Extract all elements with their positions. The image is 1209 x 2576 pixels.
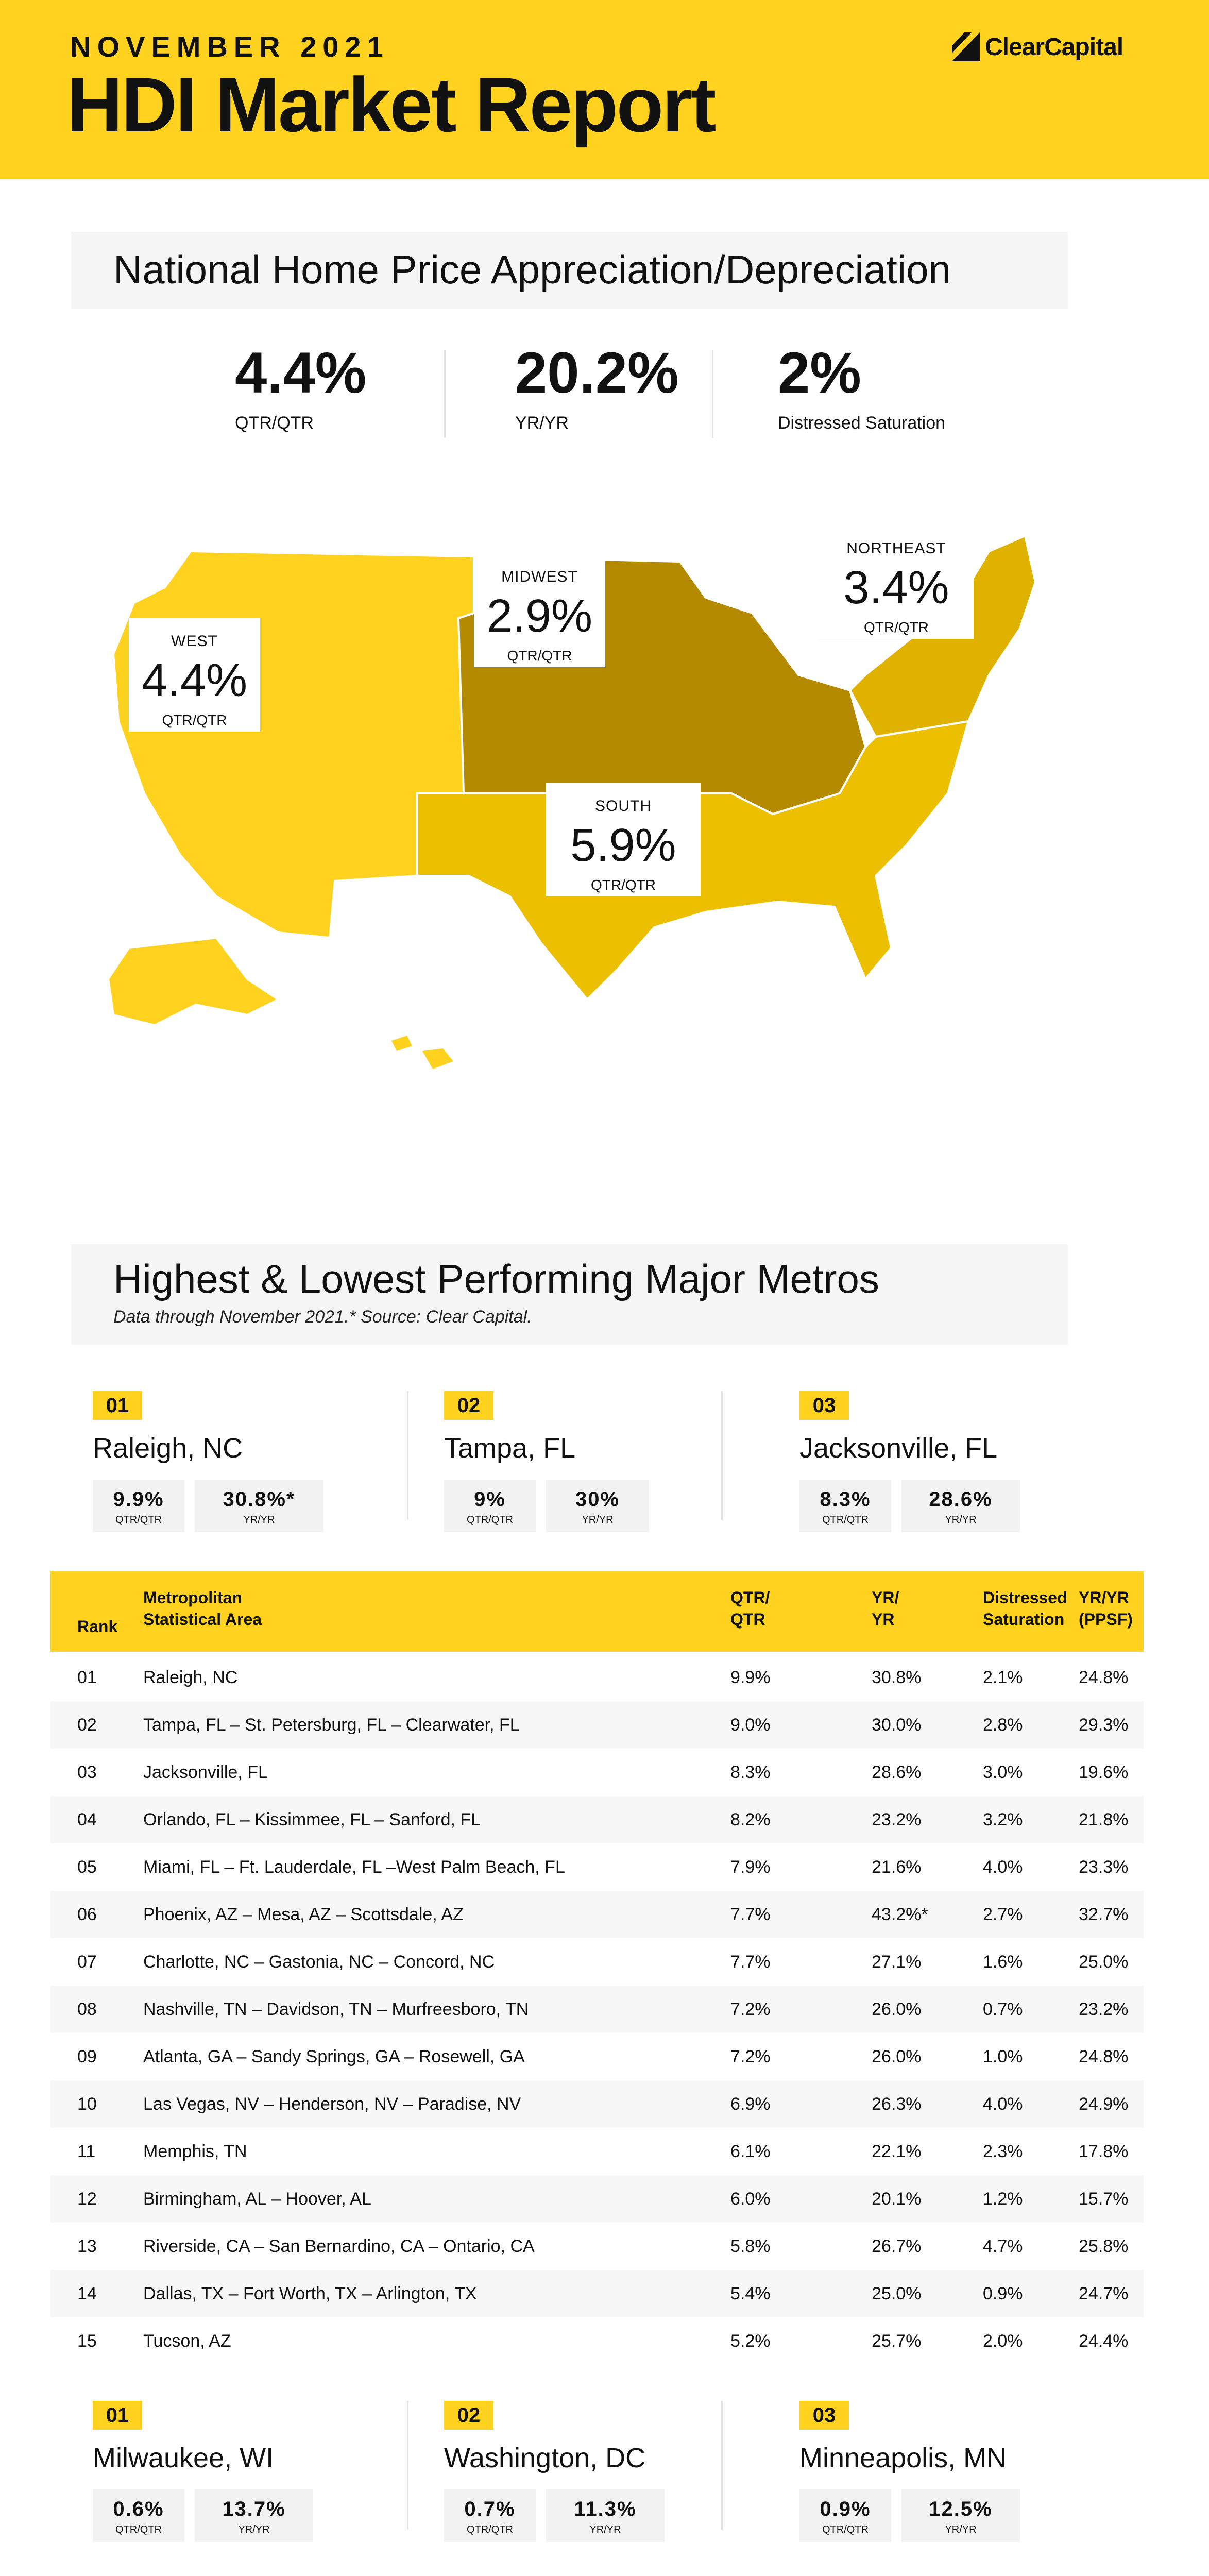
card-yr-pill — [546, 2489, 665, 2542]
cell-area: Raleigh, NC — [143, 1668, 238, 1687]
cell-qtr: 5.8% — [730, 2236, 771, 2256]
card-yr-pill — [195, 1480, 323, 1532]
cell-area: Nashville, TN – Davidson, TN – Murfreesboro, TN — [143, 1999, 529, 2019]
cell-ppsf: 32.7% — [1079, 1905, 1129, 1924]
card-yr-value: 11.3% — [574, 2498, 637, 2520]
col-qtr-header-2: QTR — [730, 1610, 765, 1629]
col-distressed-header: Distressed — [983, 1588, 1067, 1607]
cell-rank: 13 — [77, 2236, 97, 2256]
cell-yr: 21.6% — [872, 1857, 922, 1877]
col-ppsf-header: YR/YR — [1079, 1588, 1129, 1607]
stat-distressed-value: 2% — [778, 341, 861, 405]
cell-distressed: 2.7% — [983, 1905, 1023, 1924]
table-row — [50, 2033, 1144, 2080]
callout-midwest — [474, 554, 605, 667]
cell-rank: 12 — [77, 2189, 97, 2209]
cell-area: Riverside, CA – San Bernardino, CA – Ontario, CA — [143, 2236, 535, 2256]
clear-capital-logo-icon — [952, 32, 980, 61]
cell-yr: 28.6% — [872, 1762, 922, 1782]
cell-distressed: 2.3% — [983, 2142, 1023, 2161]
cell-qtr: 5.2% — [730, 2331, 771, 2351]
col-yr-header: YR/ — [872, 1588, 899, 1607]
card-yr-label: YR/YR — [589, 2524, 621, 2535]
cell-rank: 03 — [77, 1762, 97, 1782]
card-rank: 02 — [444, 2401, 493, 2430]
card-qtr-value: 8.3% — [820, 1488, 871, 1511]
col-ppsf-header-2: (PPSF) — [1079, 1610, 1133, 1629]
card-rank: 03 — [799, 1391, 849, 1420]
stat-qtr-label: QTR/QTR — [235, 413, 314, 433]
metros-title: Highest & Lowest Performing Major Metros — [113, 1256, 879, 1301]
cell-yr: 30.8% — [872, 1668, 922, 1687]
cell-distressed: 3.2% — [983, 1810, 1023, 1829]
card-qtr-value: 9% — [474, 1488, 506, 1511]
cell-rank: 05 — [77, 1857, 97, 1877]
card-qtr-label: QTR/QTR — [822, 1514, 869, 1526]
card-yr-label: YR/YR — [582, 1514, 614, 1526]
card-city: Tampa, FL — [444, 1433, 576, 1464]
cell-area: Atlanta, GA – Sandy Springs, GA – Rosewell, GA — [143, 2047, 525, 2066]
table-row — [50, 2270, 1144, 2317]
callout-northeast-name: NORTHEAST — [846, 540, 946, 557]
cell-distressed: 4.0% — [983, 1857, 1023, 1877]
cell-yr: 22.1% — [872, 2142, 922, 2161]
cell-qtr: 6.1% — [730, 2142, 771, 2161]
cell-distressed: 2.0% — [983, 2331, 1023, 2351]
map-region-west — [113, 551, 474, 938]
card-divider — [407, 2401, 408, 2530]
cell-rank: 15 — [77, 2331, 97, 2351]
cell-ppsf: 23.2% — [1079, 1999, 1129, 2019]
cell-ppsf: 23.3% — [1079, 1857, 1129, 1877]
metros-subtitle: Data through November 2021.* Source: Clear Capital. — [113, 1307, 532, 1327]
cell-area: Las Vegas, NV – Henderson, NV – Paradise, NV — [143, 2094, 521, 2114]
cell-ppsf: 15.7% — [1079, 2189, 1129, 2209]
cell-rank: 01 — [77, 1668, 97, 1687]
report-month: NOVEMBER 2021 — [70, 30, 389, 63]
card-qtr-value: 0.9% — [820, 2498, 871, 2520]
report-title: HDI Market Report — [67, 61, 715, 148]
cell-yr: 26.0% — [872, 2047, 922, 2066]
national-title: National Home Price Appreciation/Depreciation — [113, 247, 951, 292]
cell-qtr: 6.0% — [730, 2189, 771, 2209]
table-row — [50, 1891, 1144, 1938]
cell-area: Orlando, FL – Kissimmee, FL – Sanford, FL — [143, 1810, 481, 1829]
card-rank: 01 — [93, 1391, 142, 1420]
card-qtr-label: QTR/QTR — [467, 2524, 513, 2535]
cell-rank: 14 — [77, 2284, 97, 2303]
card-city: Minneapolis, MN — [799, 2443, 1007, 2473]
table-row — [50, 1701, 1144, 1749]
col-rank-header: Rank — [77, 1617, 118, 1636]
cell-area: Jacksonville, FL — [143, 1762, 268, 1782]
cell-area: Dallas, TX – Fort Worth, TX – Arlington, TX — [143, 2284, 477, 2303]
callout-midwest-label: QTR/QTR — [507, 648, 572, 664]
card-rank: 03 — [799, 2401, 849, 2430]
stat-distressed — [778, 341, 946, 452]
card-qtr-label: QTR/QTR — [822, 2524, 869, 2535]
card-qtr-pill — [93, 1480, 184, 1532]
cell-distressed: 3.0% — [983, 1762, 1023, 1782]
cell-rank: 08 — [77, 1999, 97, 2019]
cell-ppsf: 29.3% — [1079, 1715, 1129, 1735]
card-qtr-pill — [444, 1480, 536, 1532]
card-qtr-pill — [93, 2489, 184, 2542]
cell-distressed: 0.9% — [983, 2284, 1023, 2303]
card-qtr-value: 0.7% — [464, 2498, 516, 2520]
cell-yr: 25.7% — [872, 2331, 922, 2351]
cell-area: Memphis, TN — [143, 2142, 247, 2161]
table-row — [50, 2223, 1144, 2270]
cell-rank: 04 — [77, 1810, 97, 1829]
card-qtr-label: QTR/QTR — [115, 1514, 162, 1526]
table-row — [50, 1843, 1144, 1891]
stat-qtr — [235, 341, 367, 452]
card-yr-pill — [901, 1480, 1020, 1532]
cell-area: Phoenix, AZ – Mesa, AZ – Scottsdale, AZ — [143, 1905, 464, 1924]
stat-yr — [515, 341, 679, 452]
card-qtr-value: 0.6% — [113, 2498, 164, 2520]
stat-divider — [712, 350, 713, 438]
table-row — [50, 1749, 1144, 1796]
card-yr-label: YR/YR — [945, 2524, 977, 2535]
logo-text: ClearCapital — [985, 33, 1123, 61]
card-divider — [407, 1391, 408, 1520]
card-rank: 01 — [93, 2401, 142, 2430]
cell-ppsf: 19.6% — [1079, 1762, 1129, 1782]
us-region-map — [62, 505, 1118, 1103]
card-yr-pill — [901, 2489, 1020, 2542]
cell-ppsf: 25.8% — [1079, 2236, 1129, 2256]
cell-qtr: 9.9% — [730, 1668, 771, 1687]
stat-distressed-label: Distressed Saturation — [778, 413, 946, 433]
cell-qtr: 7.9% — [730, 1857, 771, 1877]
col-yr-header-2: YR — [872, 1610, 895, 1629]
cell-yr: 23.2% — [872, 1810, 922, 1829]
cell-ppsf: 17.8% — [1079, 2142, 1129, 2161]
top-lowest-card-1 — [93, 2401, 381, 2535]
card-qtr-label: QTR/QTR — [467, 1514, 513, 1526]
stat-yr-value: 20.2% — [515, 341, 679, 405]
cell-qtr: 8.2% — [730, 1810, 771, 1829]
cell-yr: 25.0% — [872, 2284, 922, 2303]
table-row — [50, 2128, 1144, 2175]
card-qtr-pill — [444, 2489, 536, 2542]
col-area-header: Metropolitan — [143, 1588, 242, 1607]
stat-divider — [444, 350, 446, 438]
top-highest-card-3 — [799, 1391, 1088, 1525]
cell-rank: 06 — [77, 1905, 97, 1924]
cell-ppsf: 24.7% — [1079, 2284, 1129, 2303]
cell-yr: 26.3% — [872, 2094, 922, 2114]
callout-west-value: 4.4% — [141, 655, 248, 706]
col-qtr-header: QTR/ — [730, 1588, 770, 1607]
cell-qtr: 5.4% — [730, 2284, 771, 2303]
cell-distressed: 0.7% — [983, 1999, 1023, 2019]
card-qtr-pill — [799, 2489, 891, 2542]
callout-west — [129, 618, 260, 732]
cell-area: Tucson, AZ — [143, 2331, 231, 2351]
table-row — [50, 1938, 1144, 1986]
cell-rank: 11 — [77, 2142, 96, 2161]
table-row — [50, 1796, 1144, 1843]
top-lowest-card-3 — [799, 2401, 1088, 2535]
map-hawaii — [391, 1036, 453, 1069]
cell-area: Birmingham, AL – Hoover, AL — [143, 2189, 371, 2209]
card-qtr-pill — [799, 1480, 891, 1532]
card-qtr-value: 9.9% — [113, 1488, 164, 1511]
callout-south — [546, 783, 701, 896]
cell-ppsf: 24.8% — [1079, 1668, 1129, 1687]
cell-distressed: 2.8% — [983, 1715, 1023, 1735]
card-city: Milwaukee, WI — [93, 2443, 274, 2473]
card-yr-value: 30.8%* — [223, 1488, 296, 1511]
callout-west-label: QTR/QTR — [162, 712, 227, 728]
callout-west-name: WEST — [171, 633, 218, 650]
cell-area: Charlotte, NC – Gastonia, NC – Concord, NC — [143, 1952, 495, 1972]
col-distressed-header-2: Saturation — [983, 1610, 1065, 1629]
cell-yr: 26.0% — [872, 1999, 922, 2019]
cell-qtr: 7.7% — [730, 1905, 771, 1924]
cell-qtr: 7.2% — [730, 2047, 771, 2066]
card-qtr-label: QTR/QTR — [115, 2524, 162, 2535]
cell-distressed: 4.0% — [983, 2094, 1023, 2114]
callout-south-value: 5.9% — [570, 820, 676, 871]
card-yr-value: 13.7% — [222, 2498, 286, 2520]
report-header — [0, 0, 1209, 179]
cell-ppsf: 24.9% — [1079, 2094, 1129, 2114]
cell-ppsf: 24.4% — [1079, 2331, 1129, 2351]
cell-area: Miami, FL – Ft. Lauderdale, FL –West Palm Beach, FL — [143, 1857, 565, 1877]
card-yr-label: YR/YR — [945, 1514, 977, 1526]
card-rank: 02 — [444, 1391, 493, 1420]
card-yr-pill — [195, 2489, 313, 2542]
cell-rank: 10 — [77, 2094, 97, 2114]
callout-northeast-label: QTR/QTR — [864, 619, 929, 635]
card-city: Raleigh, NC — [93, 1433, 243, 1464]
cell-yr: 20.1% — [872, 2189, 922, 2209]
callout-northeast — [819, 526, 974, 639]
cell-ppsf: 21.8% — [1079, 1810, 1129, 1829]
cell-qtr: 8.3% — [730, 1762, 771, 1782]
cell-qtr: 6.9% — [730, 2094, 771, 2114]
cell-rank: 09 — [77, 2047, 97, 2066]
national-title-box — [71, 232, 1068, 309]
callout-midwest-value: 2.9% — [486, 590, 593, 642]
callout-south-name: SOUTH — [595, 798, 652, 815]
callout-south-label: QTR/QTR — [591, 877, 656, 893]
cell-qtr: 9.0% — [730, 1715, 771, 1735]
cell-yr: 43.2%* — [872, 1905, 928, 1924]
col-area-header-2: Statistical Area — [143, 1610, 262, 1629]
table-row — [50, 2175, 1144, 2223]
card-yr-label: YR/YR — [243, 1514, 275, 1526]
metros-title-box — [71, 1244, 1068, 1345]
clear-capital-logo — [952, 29, 1123, 65]
card-yr-value: 30% — [575, 1488, 620, 1511]
card-city: Washington, DC — [444, 2443, 646, 2473]
card-city: Jacksonville, FL — [799, 1433, 998, 1464]
card-yr-pill — [546, 1480, 649, 1532]
stat-yr-label: YR/YR — [515, 413, 569, 433]
map-alaska — [108, 938, 278, 1025]
cell-rank: 02 — [77, 1715, 97, 1735]
cell-yr: 26.7% — [872, 2236, 922, 2256]
table-row — [50, 1654, 1144, 1701]
cell-qtr: 7.7% — [730, 1952, 771, 1972]
card-yr-value: 28.6% — [929, 1488, 993, 1511]
cell-yr: 27.1% — [872, 1952, 922, 1972]
table-row — [50, 2317, 1144, 2365]
cell-ppsf: 25.0% — [1079, 1952, 1129, 1972]
cell-distressed: 4.7% — [983, 2236, 1023, 2256]
cell-distressed: 1.6% — [983, 1952, 1023, 1972]
card-yr-label: YR/YR — [238, 2524, 270, 2535]
cell-distressed: 1.0% — [983, 2047, 1023, 2066]
table-row — [50, 1986, 1144, 2033]
top-highest-card-2 — [444, 1391, 733, 1525]
top-lowest-card-2 — [444, 2401, 733, 2535]
cell-area: Tampa, FL – St. Petersburg, FL – Clearwater, FL — [143, 1715, 520, 1735]
table-highest-header — [50, 1571, 1144, 1652]
cell-ppsf: 24.8% — [1079, 2047, 1129, 2066]
callout-northeast-value: 3.4% — [843, 562, 949, 614]
cell-qtr: 7.2% — [730, 1999, 771, 2019]
cell-yr: 30.0% — [872, 1715, 922, 1735]
stat-qtr-value: 4.4% — [235, 341, 367, 405]
cell-distressed: 1.2% — [983, 2189, 1023, 2209]
table-row — [50, 2080, 1144, 2128]
callout-midwest-name: MIDWEST — [501, 568, 578, 585]
card-yr-value: 12.5% — [929, 2498, 993, 2520]
cell-rank: 07 — [77, 1952, 97, 1972]
card-divider — [721, 2401, 723, 2530]
top-highest-card-1 — [93, 1391, 381, 1525]
card-divider — [721, 1391, 723, 1520]
cell-distressed: 2.1% — [983, 1668, 1023, 1687]
